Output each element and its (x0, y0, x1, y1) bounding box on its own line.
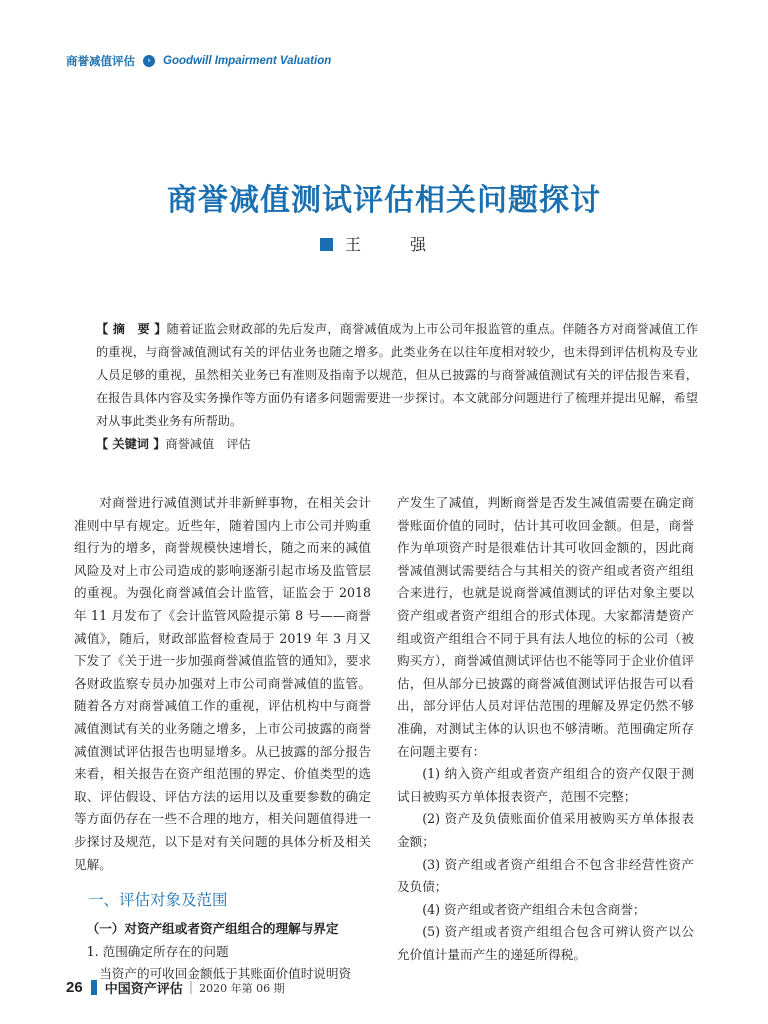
keywords-label: 【 关键词 】 (96, 437, 166, 451)
page-footer (66, 978, 285, 997)
abstract-text: 随着证监会财政部的先后发声，商誉减值成为上市公司年报监管的重点。伴随各方对商誉减值工作的重视，与商誉减值测试有关的评估业务也随之增多。此类业务在以往年度相对较少，也未得到评估机构及专业人员足够的重视，虽然相关业务已有准则及指南予以规范，但从已披露的与商誉减值测试有关的评估报告来看，在报告具体内容及实务操作等方面仍有诸多问题需要进一步探讨。本文就部分问题进行了梳理并提出见解，希望对从事此类业务有所帮助。 (96, 322, 698, 428)
running-header (66, 53, 331, 69)
author-name: 王 强 (344, 235, 449, 254)
intro-paragraph: 对商誉进行减值测试并非新鲜事物，在相关会计准则中早有规定。近些年，随着国内上市公司并购重组行为的增多，商誉规模快速增长，随之而来的减值风险及对上市公司造成的影响逐渐引起市场及监管层的重视。为强化商誉减值会计监管，证监会于 2018 年 11 月发布了《会计监管风险提示第 8 号——商誉减值》，随后，财政部监督检查局于 2019 年 3 月又下发了《关于进一步加强商誉减值监管的通知》，要求各财政监察专员办加强对上市公司商誉减值的监管。随着各方对商誉减值工作的重视，评估机构中与商誉减值测试有关的业务随之增多，上市公司披露的商誉减值测试评估报告也明显增多。从已披露的部分报告来看，相关报告在资产组范围的界定、价值类型的选取、评估假设、评估方法的运用以及重要参数的确定等方面仍存在一些不合理的地方，相关问题值得进一步探讨及规范，以下是对有关问题的具体分析及相关见解。 (74, 495, 371, 872)
list-item: (1) 纳入资产组或者资产组组合的资产仅限于测试日被购买方单体报表资产，范围不完整； (397, 766, 694, 804)
square-bullet-icon (320, 238, 333, 251)
keywords-text: 商誉减值 评估 (165, 437, 251, 451)
page-number: 26 (66, 979, 83, 996)
list-item: (4) 资产组或者资产组组合未包含商誉； (422, 901, 646, 917)
body-column-right (397, 492, 694, 966)
abstract-label: 【 摘 要 】 (96, 322, 167, 336)
abstract-paragraph (96, 318, 698, 433)
abstract-block (96, 318, 698, 456)
journal-name: 中国资产评估 (104, 982, 183, 997)
list-item: (5) 资产组或者资产组组合包含可辨认资产以公允价值计量而产生的递延所得税。 (397, 924, 694, 962)
footer-bar (91, 980, 97, 995)
footer-separator: | (188, 980, 194, 995)
section-name-cn: 商誉减值评估 (66, 54, 135, 68)
section-name-en: Goodwill Impairment Valuation (163, 55, 332, 67)
body-paragraph: 产发生了减值，判断商誉是否发生减值需要在确定商誉账面价值的同时，估计其可收回金额。但是，商誉作为单项资产时是很难估计其可收回金额的，因此商誉减值测试需要结合与其相关的资产组或者资产组组合来进行，也就是说商誉减值测试的评估对象主要以资产组或者资产组组合的形式体现。大家都清楚资产组或资产组组合不同于具有法人地位的标的公司（被购买方），商誉减值测试评估也不能等同于企业价值评估，但从部分已披露的商誉减值测试评估报告可以看出，部分评估人员对评估范围的理解及界定仍然不够准确，对测试主体的认识也不够清晰。范围确定所存在问题主要有： (397, 495, 694, 759)
list-item: (2) 资产及负债账面价值采用被购买方单体报表金额； (397, 811, 694, 849)
list-item: (3) 资产组或者资产组组合不包含非经营性资产及负债； (397, 856, 694, 895)
keywords-paragraph (96, 433, 698, 456)
sub-subsection-heading: 1. 范围确定所存在的问题 (86, 943, 229, 959)
section-heading: 一、评估对象及范围 (88, 891, 228, 910)
article-title: 商誉减值测试评估相关问题探讨 (167, 183, 601, 218)
body-column-left (74, 492, 371, 986)
body-paragraph: 当资产的可收回金额低于其账面价值时说明资 (99, 966, 352, 982)
author-line (0, 232, 768, 255)
subsection-heading: （一）对资产组或者资产组组合的理解与界定 (86, 921, 339, 937)
issue-number: 2020 年第 06 期 (199, 981, 285, 995)
chevron-right-icon: › (143, 55, 155, 67)
